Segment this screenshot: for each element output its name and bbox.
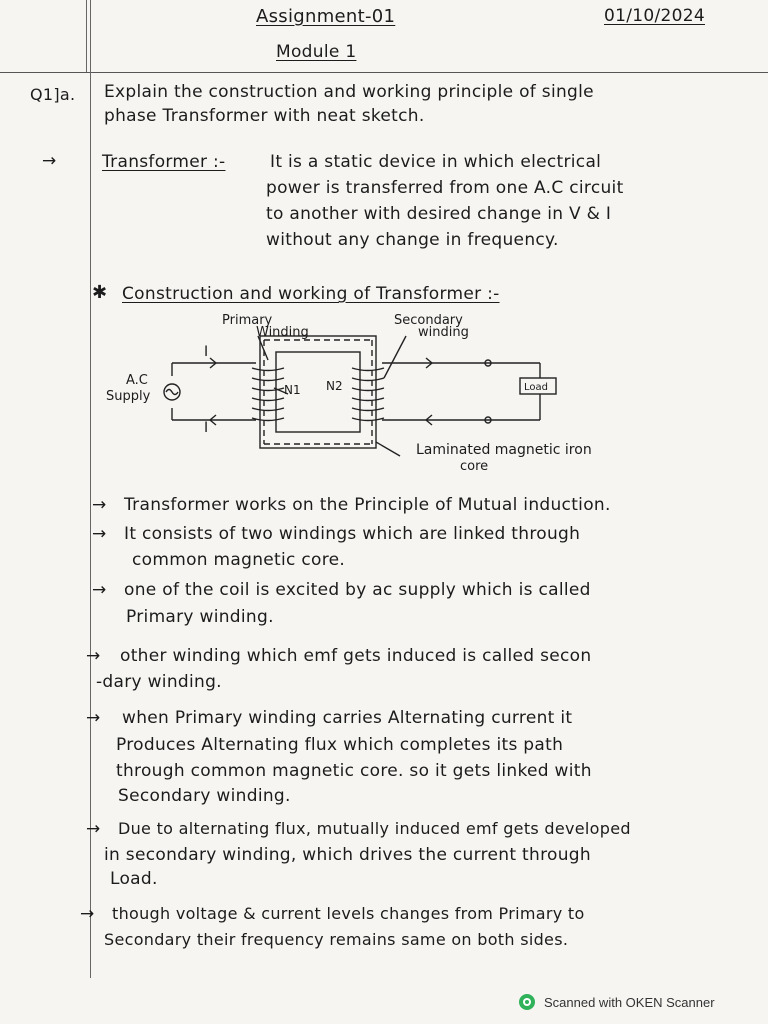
definition-term: Transformer :- <box>102 152 226 172</box>
secondary-coil <box>352 368 384 421</box>
question-line-2: phase Transformer with neat sketch. <box>104 106 425 126</box>
secondary-label-2: winding <box>418 325 469 340</box>
point-6-line-1: Due to alternating flux, mutually induced emf gets developed <box>118 819 631 838</box>
star-bullet: ✱ <box>92 282 108 303</box>
construction-heading: Construction and working of Transformer :- <box>122 284 500 304</box>
point-2-line-1: It consists of two windings which are linked through <box>124 524 581 544</box>
point-7-line-2: Secondary their frequency remains same on both sides. <box>104 930 569 949</box>
scanner-text: Scanned with OKEN Scanner <box>544 994 715 1010</box>
point-5-line-1: when Primary winding carries Alternating current it <box>122 708 573 728</box>
definition-line-1: It is a static device in which electrical <box>270 152 602 172</box>
header-rule <box>0 72 768 73</box>
question-number: Q1]a. <box>30 85 76 104</box>
header-divider-left <box>86 0 87 72</box>
point-2-line-2: common magnetic core. <box>132 550 346 570</box>
core-outer <box>260 336 376 448</box>
core-label: Laminated magnetic iron <box>416 442 592 458</box>
point-1-line-1: Transformer works on the Principle of Mutual induction. <box>124 495 611 515</box>
definition-arrow: → <box>42 151 57 171</box>
point-6-line-3: Load. <box>110 869 158 889</box>
point-3-line-1: one of the coil is excited by ac supply which is called <box>124 580 591 600</box>
supply-label-2: Supply <box>106 389 151 404</box>
definition-line-3: to another with desired change in V & I <box>266 204 612 224</box>
point-5-line-4: Secondary winding. <box>118 786 291 806</box>
oken-scanner-logo-icon <box>518 993 536 1011</box>
core-label-2: core <box>460 459 489 474</box>
current-top-label: I <box>204 344 209 360</box>
question-line-1: Explain the construction and working principle of single <box>104 82 594 102</box>
primary-label: Primary <box>222 313 273 328</box>
primary-coil <box>252 368 284 421</box>
definition-line-4: without any change in frequency. <box>266 230 559 250</box>
definition-line-2: power is transferred from one A.C circuit <box>266 178 624 198</box>
point-2-arrow: → <box>92 524 107 544</box>
point-4-line-2: -dary winding. <box>96 672 222 692</box>
primary-label-2: Winding <box>256 325 309 340</box>
point-3-line-2: Primary winding. <box>126 607 274 627</box>
point-7-line-1: though voltage & current levels changes from Primary to <box>112 904 585 923</box>
secondary-label: Secondary <box>394 313 463 328</box>
assignment-date: 01/10/2024 <box>604 6 705 26</box>
n1-label: N1 <box>284 383 301 397</box>
point-6-arrow: → <box>86 819 101 839</box>
point-7-arrow: → <box>80 904 95 924</box>
assignment-title: Assignment-01 <box>256 6 396 27</box>
point-4-arrow: → <box>86 646 101 666</box>
point-5-line-3: through common magnetic core. so it gets linked with <box>116 761 592 781</box>
transformer-diagram <box>100 308 700 478</box>
scanner-watermark <box>518 991 768 1013</box>
point-1-arrow: → <box>92 495 107 515</box>
point-4-line-1: other winding which emf gets induced is called secon <box>120 646 592 666</box>
module-title: Module 1 <box>276 42 357 62</box>
current-bottom-label: I <box>204 420 209 436</box>
n2-label: N2 <box>326 379 343 393</box>
load-label: Load <box>524 382 548 393</box>
point-5-arrow: → <box>86 708 101 728</box>
point-5-line-2: Produces Alternating flux which completes its path <box>116 735 564 755</box>
supply-label: A.C <box>126 373 148 388</box>
point-3-arrow: → <box>92 580 107 600</box>
point-6-line-2: in secondary winding, which drives the current through <box>104 845 591 865</box>
